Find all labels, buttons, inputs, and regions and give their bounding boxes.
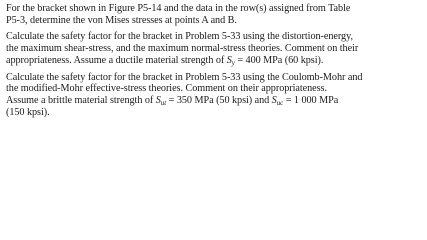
text-line: Calculate the safety factor for the bracket in Problem 5-33 using the Coulomb-Mohr and — [6, 71, 363, 83]
problem-5-33 — [6, 31, 421, 66]
text-line: P5-3, determine the von Mises stresses at points A and B. — [6, 14, 237, 26]
strength-symbol: S — [226, 54, 232, 66]
text-segment: Assume a brittle material strength of — [6, 94, 156, 106]
text-line: the modified-Mohr effective-stress theories. Comment on their appropriateness. — [6, 83, 327, 95]
problem-5-32 — [6, 3, 421, 26]
text-segment: appropriateness. Assume a ductile material strength of — [6, 54, 227, 66]
strength-symbol: S — [155, 94, 161, 106]
text-line: the maximum shear-stress, and the maximum normal-stress theories. Comment on their — [6, 43, 359, 55]
text-line — [6, 55, 421, 67]
text-line: Calculate the safety factor for the bracket in Problem 5-33 using the distortion-energy, — [6, 31, 353, 43]
text-segment: = 400 MPa (60 kpsi). — [234, 54, 324, 66]
strength-subscript: y — [231, 58, 235, 67]
text-segment: = 350 MPa (50 kpsi) and — [166, 94, 272, 106]
text-line: For the bracket shown in Figure P5-14 and the data in the row(s) assigned from Table — [6, 3, 351, 14]
strength-subscript: uc — [276, 98, 284, 107]
strength-symbol: S — [271, 94, 277, 106]
text-line: (150 kpsi). — [6, 106, 50, 118]
text-segment: = 1 000 MPa — [283, 94, 339, 106]
text-line — [6, 95, 421, 107]
strength-subscript: ut — [160, 98, 167, 107]
problem-5-34 — [6, 72, 421, 119]
